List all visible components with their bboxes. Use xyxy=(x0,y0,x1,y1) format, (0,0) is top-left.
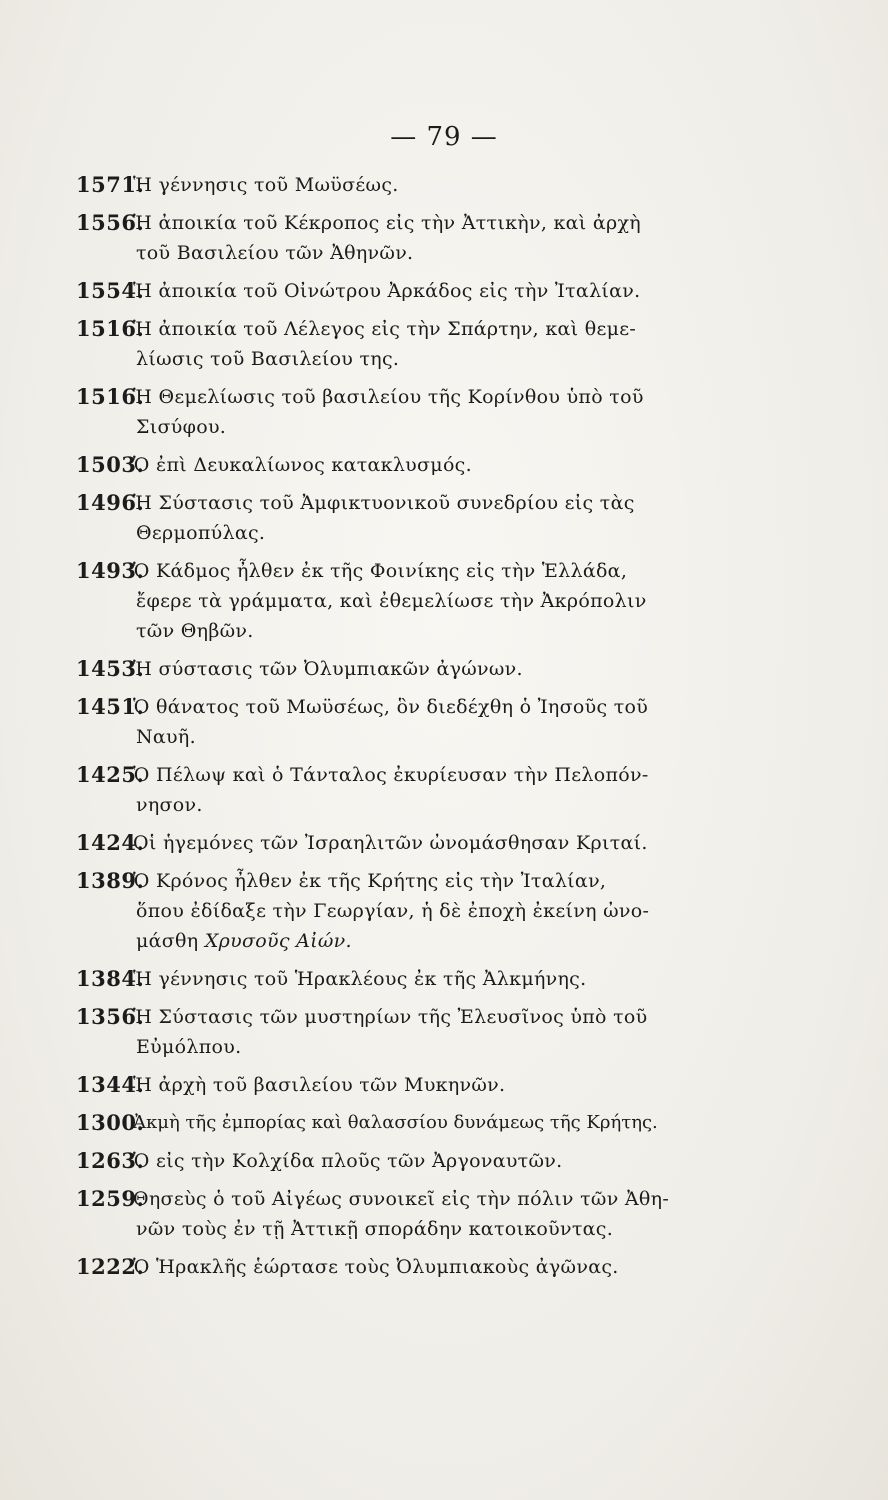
chronology-entry xyxy=(76,1108,696,1138)
chronology-entry xyxy=(76,1070,696,1100)
entry-text: Ἡ ἀρχὴ τοῦ βασιλείου τῶν Μυκηνῶν. xyxy=(133,1074,506,1096)
entry-text-continued: νῶν τοὺς ἐν τῇ Ἀττικῇ σποράδην κατοικοῦντας. xyxy=(136,1218,614,1240)
page-number: — 79 — xyxy=(390,122,498,152)
entry-text-continued: Ναυῆ. xyxy=(136,726,196,748)
entry-text: Ἀκμὴ τῆς ἐμπορίας καὶ θαλασσίου δυνάμεως τῆς Κρήτης. xyxy=(133,1112,658,1133)
entry-text: Ὁ εἰς τὴν Κολχίδα πλοῦς τῶν Ἀργοναυτῶν. xyxy=(133,1150,563,1172)
entry-text-fragment: μάσθη xyxy=(136,930,199,952)
entry-year: 1259. xyxy=(76,1186,145,1211)
entry-year: 1554. xyxy=(76,278,145,303)
entry-text: Ἡ ἀποικία τοῦ Οἰνώτρου Ἀρκάδος εἰς τὴν Ἰταλίαν. xyxy=(133,280,641,302)
entry-text-continued: Θερμοπύλας. xyxy=(136,522,266,544)
entry-text: Οἱ ἡγεμόνες τῶν Ἰσραηλιτῶν ὠνομάσθησαν Κριταί. xyxy=(133,832,648,854)
chronology-entry xyxy=(76,450,696,480)
entry-year: 1556. xyxy=(76,210,145,235)
entry-text-continued: Σισύφου. xyxy=(136,416,227,438)
chronology-entry xyxy=(76,866,696,956)
chronology-entry xyxy=(76,314,696,374)
chronology-entry xyxy=(76,1184,696,1244)
chronology-entry xyxy=(76,692,696,752)
entry-year: 1503. xyxy=(76,452,145,477)
chronology-entry xyxy=(76,208,696,268)
entry-text-continued: Εὐμόλπου. xyxy=(136,1036,242,1058)
chronology-entry xyxy=(76,1252,696,1282)
chronology-entry xyxy=(76,654,696,684)
entry-year: 1493. xyxy=(76,558,145,583)
chronology-entry xyxy=(76,488,696,548)
entry-year: 1425. xyxy=(76,762,145,787)
chronology-entry xyxy=(76,828,696,858)
chronology-entry xyxy=(76,964,696,994)
entry-year: 1516. xyxy=(76,384,145,409)
entry-text: Ἡ ἀποικία τοῦ Λέλεγος εἰς τὴν Σπάρτην, καὶ θεμε- xyxy=(133,318,637,340)
chronology-entry xyxy=(76,382,696,442)
entry-text: Ἡ ἀποικία τοῦ Κέκροπος εἰς τὴν Ἀττικὴν, καὶ ἀρχὴ xyxy=(133,212,641,234)
entry-text-continued xyxy=(76,926,696,956)
entry-text-continued: τῶν Θηβῶν. xyxy=(136,620,254,642)
entry-text: Ὁ Κρόνος ἦλθεν ἐκ τῆς Κρήτης εἰς τὴν Ἰταλίαν, xyxy=(133,870,607,892)
chronology-entry xyxy=(76,1002,696,1062)
entry-text-continued: λίωσις τοῦ Βασιλείου της. xyxy=(136,348,400,370)
entry-text-continued: τοῦ Βασιλείου τῶν Ἀθηνῶν. xyxy=(136,242,414,264)
entry-text: Ὁ Πέλωψ καὶ ὁ Τάνταλος ἐκυρίευσαν τὴν Πελοπόν- xyxy=(133,764,649,786)
entry-year: 1571. xyxy=(76,172,145,197)
entry-text: Ὁ Κάδμος ἦλθεν ἐκ τῆς Φοινίκης εἰς τὴν Ἑλλάδα, xyxy=(133,560,628,582)
entry-year: 1300. xyxy=(76,1110,145,1135)
chronology-entry xyxy=(76,760,696,820)
entry-year: 1496. xyxy=(76,490,145,515)
entry-text: Ἡ Σύστασις τῶν μυστηρίων τῆς Ἐλευσῖνος ὑπὸ τοῦ xyxy=(133,1006,648,1028)
entry-year: 1451. xyxy=(76,694,145,719)
chronology-entry xyxy=(76,276,696,306)
chronology-entry xyxy=(76,556,696,646)
entry-year: 1356. xyxy=(76,1004,145,1029)
entry-text-continued: νησον. xyxy=(136,794,203,816)
entry-year: 1384. xyxy=(76,966,145,991)
chronology-entry xyxy=(76,1146,696,1176)
entry-year: 1222. xyxy=(76,1254,145,1279)
entry-text: Ἡ Θεμελίωσις τοῦ βασιλείου τῆς Κορίνθου ὑπὸ τοῦ xyxy=(133,386,644,408)
entry-text: Ἡ γέννησις τοῦ Ἡρακλέους ἐκ τῆς Ἀλκμήνης. xyxy=(133,968,587,990)
entry-text: Ἡ Σύστασις τοῦ Ἀμφικτυονικοῦ συνεδρίου εἰς τὰς xyxy=(133,492,635,514)
golden-age-italic: Χρυσοῦς Αἰών. xyxy=(204,930,352,952)
entry-text: Ὁ θάνατος τοῦ Μωϋσέως, ὃν διεδέχθη ὁ Ἰησοῦς τοῦ xyxy=(133,696,649,718)
chronology-entry xyxy=(76,170,696,200)
entry-text: Ἡ γέννησις τοῦ Μωϋσέως. xyxy=(133,174,399,196)
entry-text: Ὁ Ἡρακλῆς ἑώρτασε τοὺς Ὀλυμπιακοὺς ἀγῶνας. xyxy=(133,1256,619,1278)
entry-text-continued: ἔφερε τὰ γράμματα, καὶ ἐθεμελίωσε τὴν Ἀκρόπολιν xyxy=(136,590,647,612)
entry-year: 1453. xyxy=(76,656,145,681)
entry-text-continued: ὅπου ἐδίδαξε τὴν Γεωργίαν, ἡ δὲ ἐποχὴ ἐκείνη ὠνο- xyxy=(136,900,650,922)
entry-text: Θησεὺς ὁ τοῦ Αἰγέως συνοικεῖ εἰς τὴν πόλιν τῶν Ἀθη- xyxy=(133,1188,670,1210)
entry-year: 1263. xyxy=(76,1148,145,1173)
entry-year: 1389. xyxy=(76,868,145,893)
entry-year: 1344. xyxy=(76,1072,145,1097)
entry-text: Ὁ ἐπὶ Δευκαλίωνος κατακλυσμός. xyxy=(133,454,472,476)
entry-year: 1424. xyxy=(76,830,145,855)
entry-year: 1516. xyxy=(76,316,145,341)
chronology-list xyxy=(76,170,696,1290)
entry-text: Ἡ σύστασις τῶν Ὀλυμπιακῶν ἀγώνων. xyxy=(133,658,523,680)
